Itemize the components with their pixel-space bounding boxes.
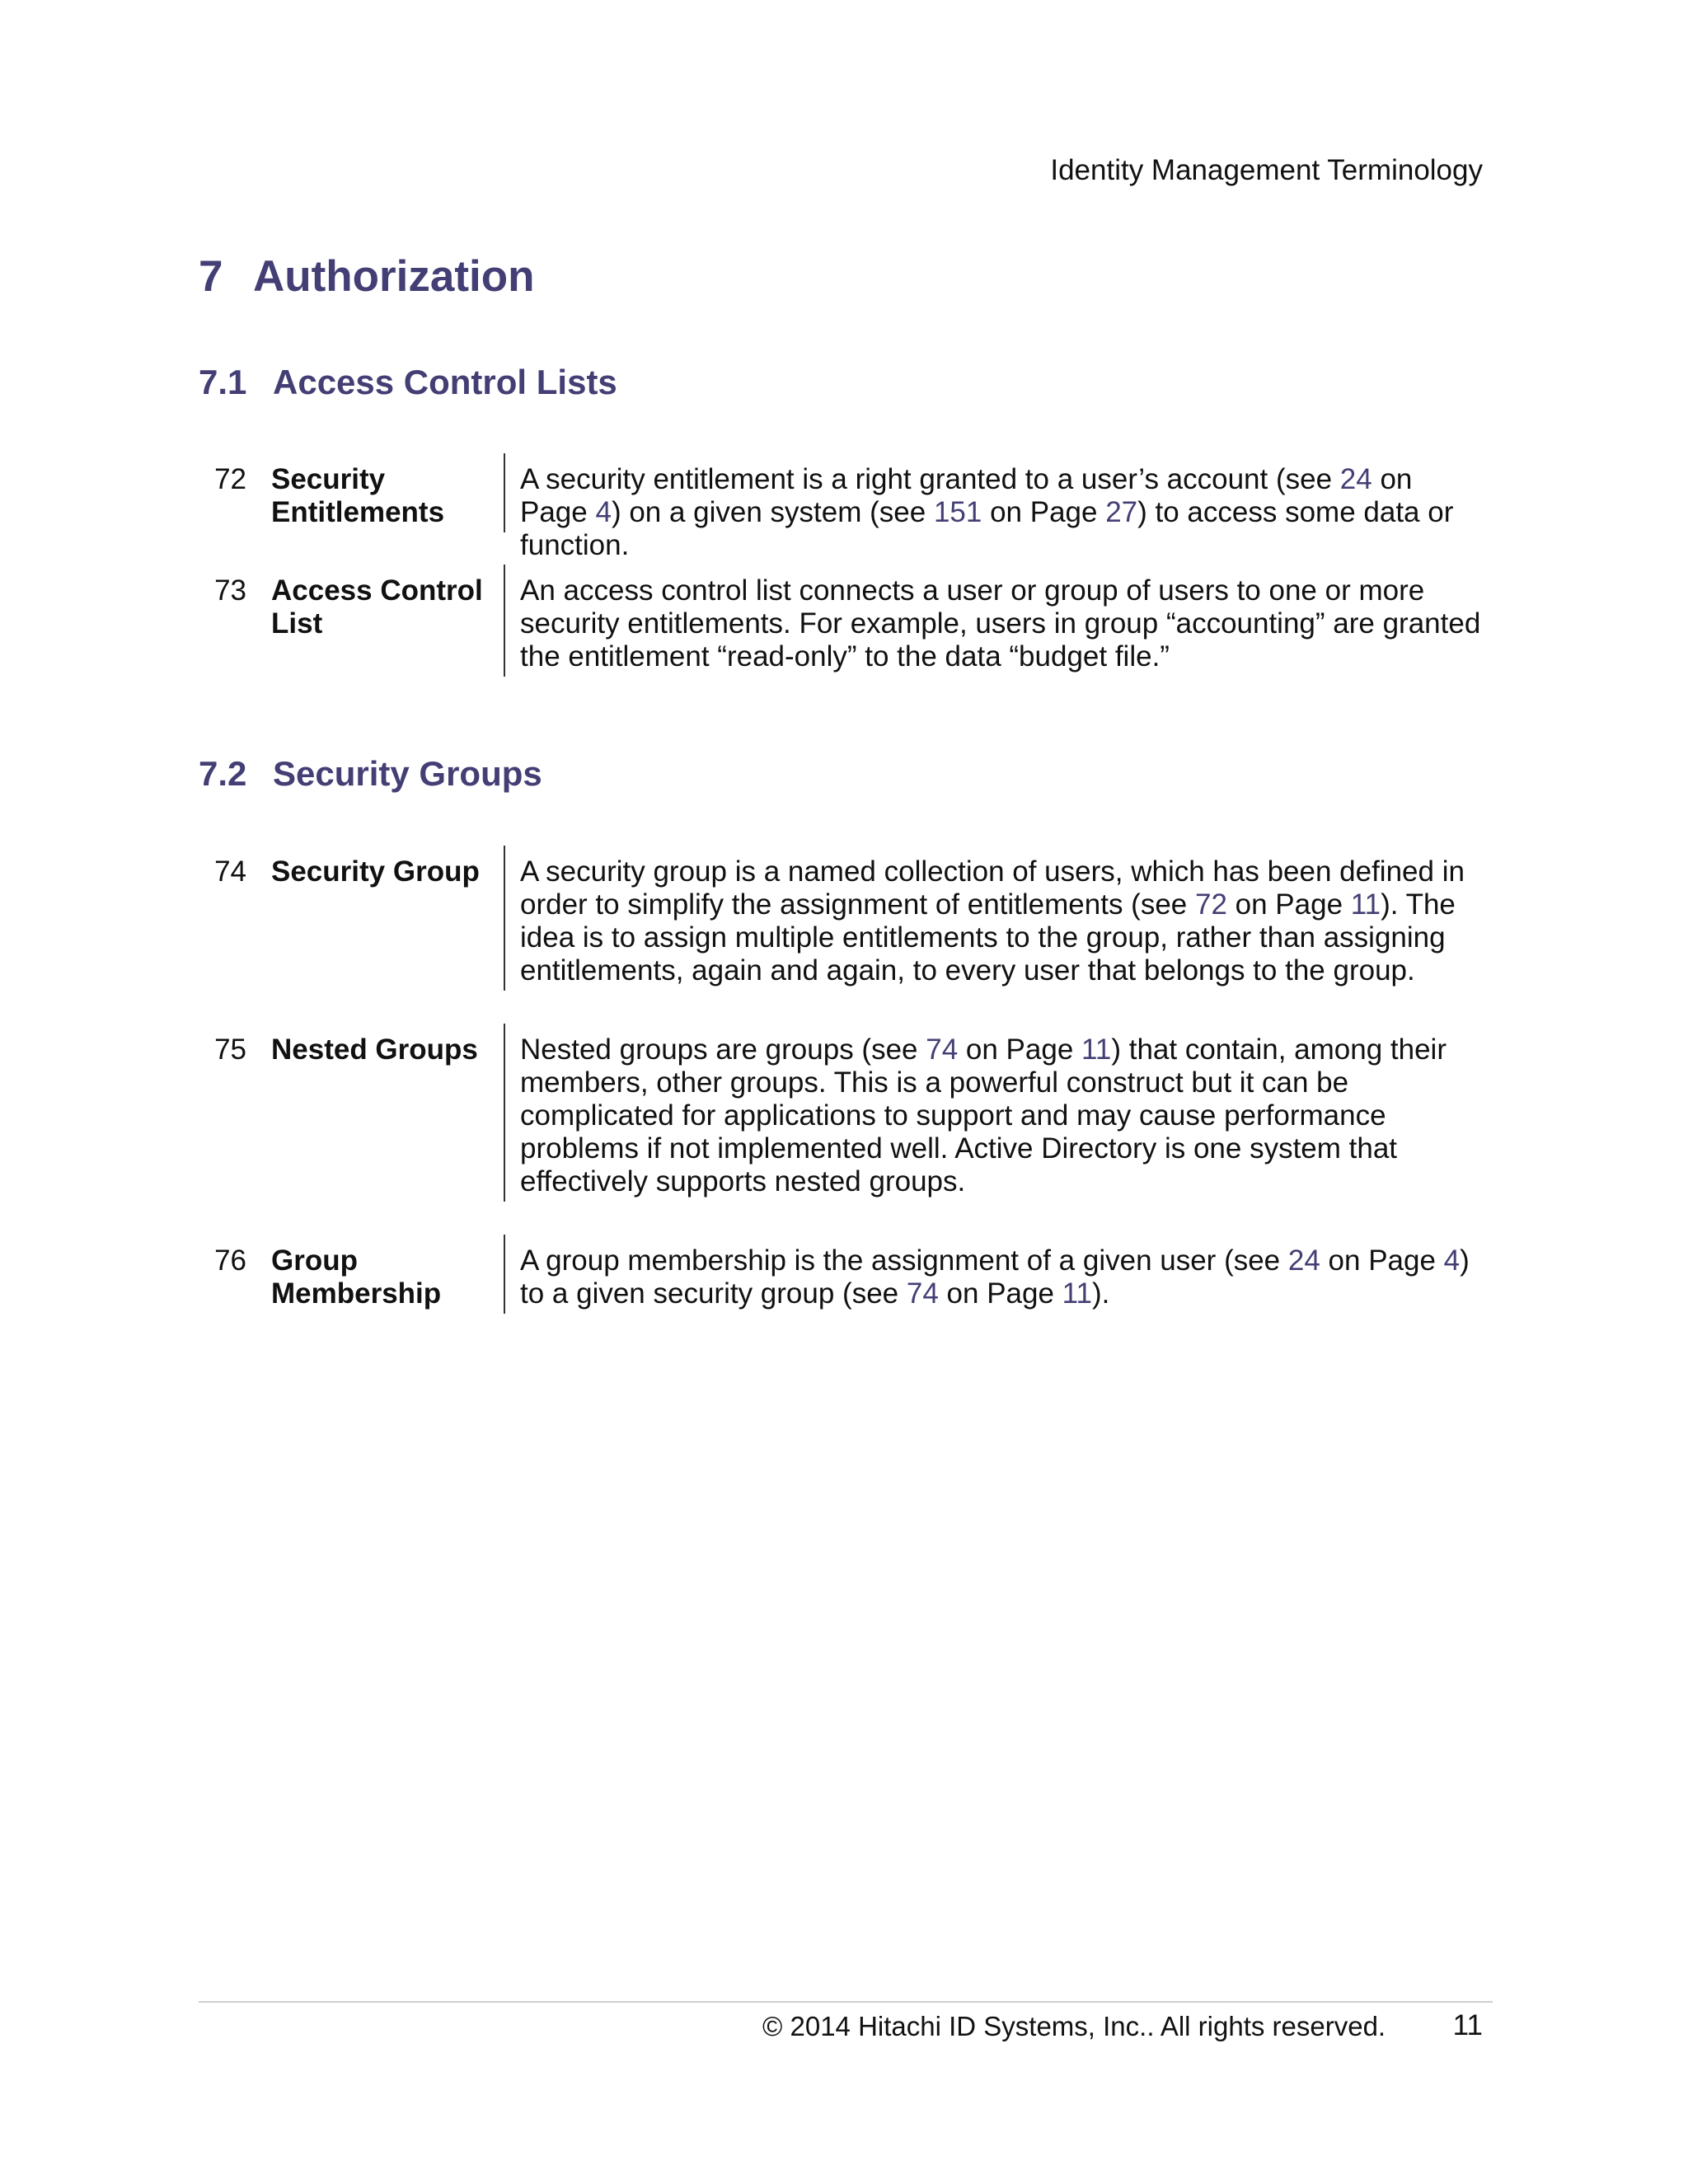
definition-text: on Page	[958, 1033, 1082, 1066]
subsection-heading	[199, 363, 617, 402]
subsection-title: Access Control Lists	[273, 363, 617, 401]
cross-reference-link[interactable]: 11	[1350, 888, 1381, 921]
entry-definition	[520, 574, 1484, 673]
section-heading	[199, 251, 535, 302]
definition-text: A security group is a named collection of users, which has been defined in order to simplify the assignment of entitlements (see	[520, 855, 1465, 921]
section-number: 7	[199, 252, 223, 301]
running-header-title: Identity Management Terminology	[1050, 154, 1483, 186]
cross-reference-link[interactable]: 74	[926, 1033, 959, 1066]
definition-text: ) on a given system (see	[611, 496, 934, 528]
definition-text: ).	[1092, 1277, 1110, 1310]
definition-text: ) that contain, among their members, other groups. This is a powerful construct but it can be complicated for applications to support and may cause performance problems if not implemented well. Active Directory is one system that effectively supports nested groups.	[520, 1033, 1447, 1197]
cross-reference-link[interactable]: 11	[1081, 1033, 1112, 1066]
definition-text: ) to a given security group (see	[520, 1244, 1470, 1310]
entry-term: Nested Groups	[271, 1033, 478, 1066]
cross-reference-link[interactable]: 72	[1194, 888, 1227, 921]
definition-text: on Page	[1320, 1244, 1444, 1277]
definition-text: ). The idea is to assign multiple entitlements to the group, rather than assigning entitlements, again and again, to every user that belongs to the group.	[520, 888, 1456, 987]
entry-term: Access Control List	[271, 574, 483, 640]
cross-reference-link[interactable]: 27	[1105, 496, 1138, 528]
glossary-entry	[199, 574, 1484, 673]
definition-text: An access control list connects a user or group of users to one or more security entitlements. For example, users in group “accounting” are granted the entitlement “read-only” to the data “budget file.”	[520, 574, 1481, 673]
entry-divider	[504, 1024, 505, 1202]
entry-term: Group Membership	[271, 1244, 442, 1310]
entry-divider	[504, 565, 505, 677]
definition-text: ) to access some data or function.	[520, 496, 1454, 561]
subsection-number: 7.1	[199, 363, 247, 401]
section-title: Authorization	[253, 252, 535, 301]
definition-text: A group membership is the assignment of a given user (see	[520, 1244, 1288, 1277]
definition-text: on Page	[520, 463, 1413, 528]
entry-number: 75	[214, 1033, 246, 1066]
entry-definition	[520, 1244, 1484, 1310]
cross-reference-link[interactable]: 151	[933, 496, 982, 528]
glossary-entry	[199, 463, 1484, 561]
entry-definition	[520, 855, 1484, 987]
definition-text: on Page	[982, 496, 1106, 528]
definition-text: on Page	[1226, 888, 1351, 921]
entry-number: 73	[214, 574, 246, 607]
cross-reference-link[interactable]: 11	[1062, 1277, 1092, 1310]
definition-text: on Page	[938, 1277, 1062, 1310]
footer-page-number: 11	[1452, 2009, 1483, 2041]
definition-text: A security entitlement is a right granted to a user’s account (see	[520, 463, 1340, 495]
cross-reference-link[interactable]: 4	[1443, 1244, 1461, 1277]
entry-term: Security Entitlements	[271, 463, 445, 528]
entry-number: 72	[214, 463, 246, 495]
footer-divider	[199, 2001, 1493, 2003]
entry-divider	[504, 846, 505, 991]
entry-divider	[504, 453, 505, 532]
entry-number: 76	[214, 1244, 246, 1277]
cross-reference-link[interactable]: 24	[1287, 1244, 1320, 1277]
entry-term: Security Group	[271, 855, 480, 888]
entry-divider	[504, 1235, 505, 1314]
definition-text: Nested groups are groups (see	[520, 1033, 926, 1066]
entry-definition	[520, 1033, 1484, 1198]
subsection-heading	[199, 754, 542, 794]
cross-reference-link[interactable]: 74	[906, 1277, 939, 1310]
subsection-title: Security Groups	[273, 754, 542, 793]
subsection-number: 7.2	[199, 754, 247, 793]
entry-definition	[520, 463, 1484, 562]
glossary-entry	[199, 1033, 1484, 1198]
entry-number: 74	[214, 855, 246, 888]
footer-copyright: © 2014 Hitachi ID Systems, Inc.. All rights reserved.	[762, 2011, 1386, 2041]
cross-reference-link[interactable]: 4	[595, 496, 612, 528]
glossary-entry	[199, 1244, 1484, 1310]
glossary-entry	[199, 855, 1484, 987]
cross-reference-link[interactable]: 24	[1339, 463, 1372, 495]
